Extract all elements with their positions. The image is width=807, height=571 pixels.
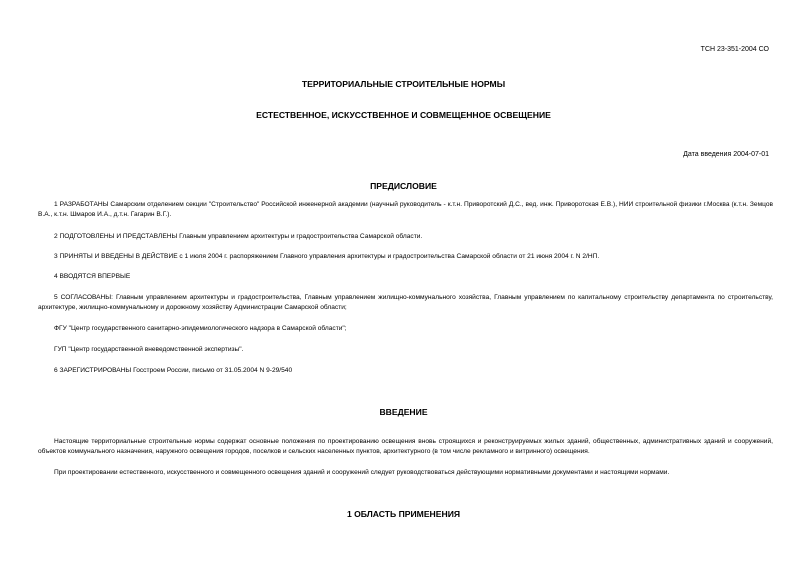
preface-item-4: 4 ВВОДЯТСЯ ВПЕРВЫЕ bbox=[54, 273, 131, 280]
preface-item-3: 3 ПРИНЯТЫ И ВВЕДЕНЫ В ДЕЙСТВИЕ с 1 июля 2004 г. распоряжением Главного управления архитектуры и градостроительства Самарской области от 21 июня 2004 г. N 2/НП. bbox=[54, 253, 600, 260]
section-1-heading: 1 ОБЛАСТЬ ПРИМЕНЕНИЯ bbox=[346, 509, 461, 519]
introduction-paragraph-2: При проектировании естественного, искусственного и совмещенного освещения зданий и сооружений следует руководствоваться действующими нормативными документами и настоящими нормами. bbox=[54, 469, 670, 476]
introduction-paragraph-1: Настоящие территориальные строительные нормы содержат основные положения по проектированию освещения вновь строящихся и реконструируемых жилых зданий, общественных, административных зданий и сооружений, объектов коммунального назначения, наружного освещения городов, поселков и сельских населенных пунктов, архитектурного (в том числе рекламного и витринного) освещения. bbox=[38, 438, 773, 456]
preface-item-2: 2 ПОДГОТОВЛЕНЫ И ПРЕДСТАВЛЕНЫ Главным управлением архитектуры и градостроительства Самарской области. bbox=[54, 233, 423, 240]
preface-item-5-cont-2: ГУП "Центр государственной вневедомственной экспертизы". bbox=[54, 346, 244, 353]
document-title: ТЕРРИТОРИАЛЬНЫЕ СТРОИТЕЛЬНЫЕ НОРМЫ bbox=[301, 79, 506, 89]
introduction-date: Дата введения 2004-07-01 bbox=[683, 151, 769, 158]
preface-item-6: 6 ЗАРЕГИСТРИРОВАНЫ Госстроем России, письмо от 31.05.2004 N 9-29/540 bbox=[54, 367, 293, 374]
preface-item-5-cont-1: ФГУ "Центр государственного санитарно-эпидемиологического надзора в Самарской области"; bbox=[54, 325, 347, 332]
preface-item-5: 5 СОГЛАСОВАНЫ: Главным управлением архитектуры и градостроительства, Главным управлением жилищно-коммунального хозяйства, Главным управлением по капитальному строительству департамента по строительству, архитектуре, жилищно-коммунальному и дорожному хозяйству Администрации Самарской области; bbox=[38, 294, 773, 312]
introduction-heading: ВВЕДЕНИЕ bbox=[379, 407, 428, 417]
document-subtitle: ЕСТЕСТВЕННОЕ, ИСКУССТВЕННОЕ И СОВМЕЩЕННОЕ ОСВЕЩЕНИЕ bbox=[256, 110, 551, 120]
preface-item-1: 1 РАЗРАБОТАНЫ Самарским отделением секции "Строительство" Российской инженерной академии (научный руководитель - к.т.н. Приворотский Д.С., вед. инж. Приворотская Е.В.), НИИ строительной физики г.Москва (к.т.н. Земцов В.А., к.т.н. Шмаров И.А., д.т.н. Гагарин В.Г.). bbox=[38, 201, 773, 219]
document-code: ТСН 23-351-2004 СО bbox=[700, 46, 769, 53]
preface-heading: ПРЕДИСЛОВИЕ bbox=[370, 181, 437, 191]
